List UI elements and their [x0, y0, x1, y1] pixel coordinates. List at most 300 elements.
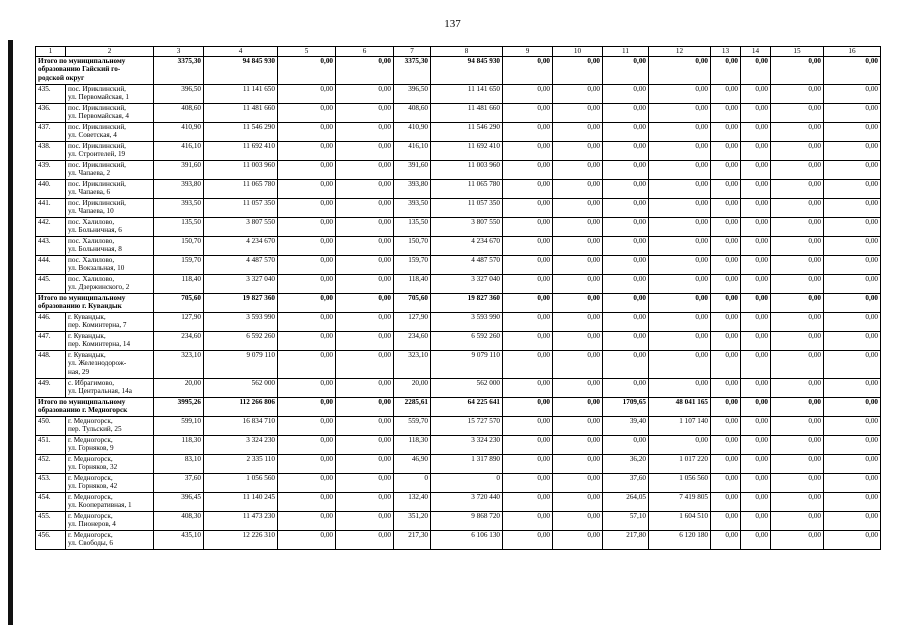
value-cell-c12: 1 604 510 [649, 511, 711, 530]
value-cell-c13: 0,00 [711, 435, 741, 454]
value-cell-c12: 0,00 [649, 312, 711, 331]
table-row [36, 236, 881, 255]
value-cell-c12: 0,00 [649, 56, 711, 84]
value-cell-c16: 0,00 [824, 511, 881, 530]
value-cell-c15: 0,00 [771, 435, 824, 454]
value-cell-c8: 4 487 570 [431, 255, 503, 274]
value-cell-c10: 0,00 [553, 84, 603, 103]
value-cell-c16: 0,00 [824, 122, 881, 141]
subtotal-label: Итого по муниципальному образованию Гайский го- родской округ [36, 56, 154, 84]
value-cell-c16: 0,00 [824, 56, 881, 84]
value-cell-c13: 0,00 [711, 103, 741, 122]
value-cell-c9: 0,00 [503, 103, 553, 122]
value-cell-c3: 435,10 [154, 530, 204, 549]
value-cell-c3: 396,45 [154, 492, 204, 511]
value-cell-c4: 94 845 930 [204, 56, 278, 84]
value-cell-c5: 0,00 [278, 435, 336, 454]
value-cell-c15: 0,00 [771, 255, 824, 274]
value-cell-c12: 6 120 180 [649, 530, 711, 549]
value-cell-c3: 393,80 [154, 179, 204, 198]
value-cell-c15: 0,00 [771, 122, 824, 141]
value-cell-c9: 0,00 [503, 236, 553, 255]
value-cell-c13: 0,00 [711, 160, 741, 179]
value-cell-c14: 0,00 [741, 530, 771, 549]
value-cell-c16: 0,00 [824, 473, 881, 492]
value-cell-c7: 408,60 [394, 103, 431, 122]
address-cell: г. Кувандык, ул. Железнодорож- ная, 29 [66, 350, 154, 378]
value-cell-c14: 0,00 [741, 236, 771, 255]
value-cell-c6: 0,00 [336, 454, 394, 473]
value-cell-c12: 0,00 [649, 435, 711, 454]
address-cell: пос. Ириклинский, ул. Первомайская, 1 [66, 84, 154, 103]
column-number-cell: 8 [431, 47, 503, 57]
value-cell-c11: 0,00 [603, 56, 649, 84]
value-cell-c11: 264,05 [603, 492, 649, 511]
row-number: 441. [36, 198, 66, 217]
address-cell: пос. Халилово, ул. Больничная, 6 [66, 217, 154, 236]
value-cell-c12: 1 017 220 [649, 454, 711, 473]
value-cell-c15: 0,00 [771, 198, 824, 217]
value-cell-c12: 0,00 [649, 160, 711, 179]
value-cell-c5: 0,00 [278, 217, 336, 236]
value-cell-c16: 0,00 [824, 312, 881, 331]
value-cell-c7: 416,10 [394, 141, 431, 160]
value-cell-c3: 408,30 [154, 511, 204, 530]
value-cell-c12: 1 056 560 [649, 473, 711, 492]
value-cell-c16: 0,00 [824, 454, 881, 473]
address-cell: г. Медногорск, ул. Горняков, 32 [66, 454, 154, 473]
value-cell-c10: 0,00 [553, 255, 603, 274]
value-cell-c11: 57,10 [603, 511, 649, 530]
value-cell-c12: 0,00 [649, 217, 711, 236]
value-cell-c13: 0,00 [711, 473, 741, 492]
value-cell-c5: 0,00 [278, 160, 336, 179]
subtotal-row [36, 397, 881, 416]
value-cell-c11: 0,00 [603, 141, 649, 160]
value-cell-c10: 0,00 [553, 141, 603, 160]
address-cell: пос. Халилово, ул. Дзержинского, 2 [66, 274, 154, 293]
value-cell-c12: 0,00 [649, 141, 711, 160]
value-cell-c15: 0,00 [771, 160, 824, 179]
value-cell-c7: 132,40 [394, 492, 431, 511]
value-cell-c7: 323,10 [394, 350, 431, 378]
value-cell-c15: 0,00 [771, 331, 824, 350]
value-cell-c3: 391,60 [154, 160, 204, 179]
value-cell-c4: 4 234 670 [204, 236, 278, 255]
value-cell-c3: 410,90 [154, 122, 204, 141]
row-number: 443. [36, 236, 66, 255]
value-cell-c13: 0,00 [711, 293, 741, 312]
value-cell-c14: 0,00 [741, 416, 771, 435]
value-cell-c12: 0,00 [649, 378, 711, 397]
value-cell-c3: 159,70 [154, 255, 204, 274]
value-cell-c12: 0,00 [649, 331, 711, 350]
address-cell: г. Медногорск, ул. Горняков, 9 [66, 435, 154, 454]
address-cell: г. Кувандык, пер. Коминтерна, 14 [66, 331, 154, 350]
value-cell-c13: 0,00 [711, 122, 741, 141]
value-cell-c3: 408,60 [154, 103, 204, 122]
value-cell-c4: 12 226 310 [204, 530, 278, 549]
value-cell-c11: 0,00 [603, 331, 649, 350]
address-cell: пос. Халилово, ул. Вокзальная, 10 [66, 255, 154, 274]
row-number: 440. [36, 179, 66, 198]
value-cell-c10: 0,00 [553, 274, 603, 293]
value-cell-c10: 0,00 [553, 530, 603, 549]
row-number: 442. [36, 217, 66, 236]
row-number: 448. [36, 350, 66, 378]
value-cell-c9: 0,00 [503, 350, 553, 378]
column-number-cell: 2 [66, 47, 154, 57]
value-cell-c11: 39,40 [603, 416, 649, 435]
value-cell-c13: 0,00 [711, 378, 741, 397]
value-cell-c6: 0,00 [336, 435, 394, 454]
value-cell-c8: 9 079 110 [431, 350, 503, 378]
value-cell-c3: 135,50 [154, 217, 204, 236]
value-cell-c8: 0 [431, 473, 503, 492]
value-cell-c6: 0,00 [336, 530, 394, 549]
value-cell-c6: 0,00 [336, 274, 394, 293]
value-cell-c7: 159,70 [394, 255, 431, 274]
value-cell-c15: 0,00 [771, 530, 824, 549]
value-cell-c5: 0,00 [278, 331, 336, 350]
value-cell-c16: 0,00 [824, 103, 881, 122]
value-cell-c9: 0,00 [503, 217, 553, 236]
value-cell-c3: 150,70 [154, 236, 204, 255]
value-cell-c14: 0,00 [741, 103, 771, 122]
value-cell-c15: 0,00 [771, 511, 824, 530]
value-cell-c11: 1709,65 [603, 397, 649, 416]
value-cell-c7: 118,30 [394, 435, 431, 454]
value-cell-c16: 0,00 [824, 331, 881, 350]
value-cell-c8: 1 317 890 [431, 454, 503, 473]
value-cell-c3: 37,60 [154, 473, 204, 492]
value-cell-c5: 0,00 [278, 103, 336, 122]
value-cell-c10: 0,00 [553, 511, 603, 530]
value-cell-c5: 0,00 [278, 198, 336, 217]
value-cell-c8: 3 324 230 [431, 435, 503, 454]
page-number: 137 [444, 18, 461, 30]
value-cell-c4: 11 481 660 [204, 103, 278, 122]
value-cell-c9: 0,00 [503, 179, 553, 198]
subtotal-label: Итого по муниципальному образованию г. Кувандык [36, 293, 154, 312]
address-cell: пос. Халилово, ул. Больничная, 8 [66, 236, 154, 255]
value-cell-c11: 0,00 [603, 312, 649, 331]
value-cell-c5: 0,00 [278, 378, 336, 397]
value-cell-c6: 0,00 [336, 122, 394, 141]
value-cell-c5: 0,00 [278, 56, 336, 84]
value-cell-c6: 0,00 [336, 312, 394, 331]
value-cell-c9: 0,00 [503, 331, 553, 350]
table-row [36, 141, 881, 160]
value-cell-c4: 11 692 410 [204, 141, 278, 160]
row-number: 436. [36, 103, 66, 122]
value-cell-c4: 11 140 245 [204, 492, 278, 511]
row-number: 453. [36, 473, 66, 492]
value-cell-c16: 0,00 [824, 293, 881, 312]
value-cell-c16: 0,00 [824, 350, 881, 378]
value-cell-c12: 48 041 165 [649, 397, 711, 416]
value-cell-c5: 0,00 [278, 122, 336, 141]
value-cell-c14: 0,00 [741, 179, 771, 198]
value-cell-c5: 0,00 [278, 511, 336, 530]
value-cell-c15: 0,00 [771, 217, 824, 236]
value-cell-c14: 0,00 [741, 511, 771, 530]
value-cell-c16: 0,00 [824, 435, 881, 454]
value-cell-c15: 0,00 [771, 103, 824, 122]
value-cell-c15: 0,00 [771, 179, 824, 198]
value-cell-c7: 2285,61 [394, 397, 431, 416]
value-cell-c10: 0,00 [553, 397, 603, 416]
value-cell-c12: 0,00 [649, 350, 711, 378]
value-cell-c11: 0,00 [603, 350, 649, 378]
value-cell-c3: 393,50 [154, 198, 204, 217]
table-row [36, 492, 881, 511]
value-cell-c9: 0,00 [503, 378, 553, 397]
value-cell-c14: 0,00 [741, 454, 771, 473]
value-cell-c10: 0,00 [553, 378, 603, 397]
value-cell-c15: 0,00 [771, 141, 824, 160]
value-cell-c9: 0,00 [503, 255, 553, 274]
value-cell-c13: 0,00 [711, 255, 741, 274]
address-cell: пос. Ириклинский, ул. Чапаева, 6 [66, 179, 154, 198]
table-row [36, 274, 881, 293]
value-cell-c4: 112 266 806 [204, 397, 278, 416]
value-cell-c13: 0,00 [711, 217, 741, 236]
column-number-cell: 6 [336, 47, 394, 57]
value-cell-c3: 83,10 [154, 454, 204, 473]
value-cell-c15: 0,00 [771, 312, 824, 331]
value-cell-c3: 3995,26 [154, 397, 204, 416]
value-cell-c6: 0,00 [336, 293, 394, 312]
value-cell-c15: 0,00 [771, 274, 824, 293]
value-cell-c10: 0,00 [553, 492, 603, 511]
value-cell-c6: 0,00 [336, 160, 394, 179]
address-cell: пос. Ириклинский, ул. Чапаева, 2 [66, 160, 154, 179]
value-cell-c6: 0,00 [336, 416, 394, 435]
value-cell-c8: 11 481 660 [431, 103, 503, 122]
value-cell-c5: 0,00 [278, 397, 336, 416]
value-cell-c8: 3 807 550 [431, 217, 503, 236]
value-cell-c8: 11 057 350 [431, 198, 503, 217]
value-cell-c13: 0,00 [711, 397, 741, 416]
value-cell-c12: 1 107 140 [649, 416, 711, 435]
value-cell-c11: 217,80 [603, 530, 649, 549]
row-number: 445. [36, 274, 66, 293]
value-cell-c15: 0,00 [771, 397, 824, 416]
value-cell-c8: 11 003 960 [431, 160, 503, 179]
value-cell-c4: 3 807 550 [204, 217, 278, 236]
value-cell-c9: 0,00 [503, 141, 553, 160]
row-number: 451. [36, 435, 66, 454]
value-cell-c10: 0,00 [553, 122, 603, 141]
value-cell-c8: 3 593 990 [431, 312, 503, 331]
value-cell-c4: 11 473 230 [204, 511, 278, 530]
table-row [36, 122, 881, 141]
row-number: 454. [36, 492, 66, 511]
address-cell: г. Медногорск, ул. Горняков, 42 [66, 473, 154, 492]
table-row [36, 416, 881, 435]
value-cell-c16: 0,00 [824, 274, 881, 293]
value-cell-c14: 0,00 [741, 350, 771, 378]
column-number-cell: 15 [771, 47, 824, 57]
value-cell-c6: 0,00 [336, 198, 394, 217]
subtotal-row [36, 293, 881, 312]
value-cell-c3: 323,10 [154, 350, 204, 378]
value-cell-c9: 0,00 [503, 492, 553, 511]
value-cell-c5: 0,00 [278, 84, 336, 103]
value-cell-c4: 3 593 990 [204, 312, 278, 331]
value-cell-c3: 705,60 [154, 293, 204, 312]
value-cell-c10: 0,00 [553, 103, 603, 122]
value-cell-c11: 0,00 [603, 217, 649, 236]
value-cell-c14: 0,00 [741, 198, 771, 217]
table-row [36, 454, 881, 473]
address-cell: пос. Ириклинский, ул. Чапаева, 10 [66, 198, 154, 217]
row-number: 437. [36, 122, 66, 141]
value-cell-c9: 0,00 [503, 84, 553, 103]
value-cell-c12: 0,00 [649, 103, 711, 122]
table-row [36, 217, 881, 236]
value-cell-c14: 0,00 [741, 84, 771, 103]
value-cell-c13: 0,00 [711, 198, 741, 217]
value-cell-c14: 0,00 [741, 56, 771, 84]
value-cell-c7: 118,40 [394, 274, 431, 293]
value-cell-c8: 9 868 720 [431, 511, 503, 530]
row-number: 452. [36, 454, 66, 473]
column-number-cell: 9 [503, 47, 553, 57]
value-cell-c13: 0,00 [711, 312, 741, 331]
row-number: 435. [36, 84, 66, 103]
row-number: 439. [36, 160, 66, 179]
value-cell-c10: 0,00 [553, 56, 603, 84]
table-row [36, 198, 881, 217]
value-cell-c11: 0,00 [603, 236, 649, 255]
value-cell-c11: 0,00 [603, 160, 649, 179]
value-cell-c14: 0,00 [741, 312, 771, 331]
value-cell-c15: 0,00 [771, 416, 824, 435]
value-cell-c7: 0 [394, 473, 431, 492]
value-cell-c6: 0,00 [336, 56, 394, 84]
value-cell-c9: 0,00 [503, 473, 553, 492]
table-row [36, 511, 881, 530]
value-cell-c10: 0,00 [553, 350, 603, 378]
value-cell-c13: 0,00 [711, 56, 741, 84]
column-number-cell: 7 [394, 47, 431, 57]
value-cell-c5: 0,00 [278, 236, 336, 255]
value-cell-c8: 11 141 650 [431, 84, 503, 103]
value-cell-c4: 11 003 960 [204, 160, 278, 179]
value-cell-c11: 0,00 [603, 198, 649, 217]
value-cell-c13: 0,00 [711, 492, 741, 511]
column-number-row [36, 47, 881, 57]
value-cell-c16: 0,00 [824, 236, 881, 255]
value-cell-c9: 0,00 [503, 274, 553, 293]
value-cell-c13: 0,00 [711, 236, 741, 255]
value-cell-c16: 0,00 [824, 416, 881, 435]
value-cell-c3: 118,40 [154, 274, 204, 293]
value-cell-c7: 351,20 [394, 511, 431, 530]
value-cell-c10: 0,00 [553, 160, 603, 179]
column-number-cell: 4 [204, 47, 278, 57]
value-cell-c10: 0,00 [553, 331, 603, 350]
value-cell-c12: 0,00 [649, 255, 711, 274]
value-cell-c16: 0,00 [824, 141, 881, 160]
value-cell-c14: 0,00 [741, 255, 771, 274]
value-cell-c16: 0,00 [824, 84, 881, 103]
value-cell-c8: 64 225 641 [431, 397, 503, 416]
row-number: 447. [36, 331, 66, 350]
value-cell-c4: 4 487 570 [204, 255, 278, 274]
value-cell-c9: 0,00 [503, 160, 553, 179]
column-number-cell: 10 [553, 47, 603, 57]
value-cell-c5: 0,00 [278, 473, 336, 492]
value-cell-c9: 0,00 [503, 511, 553, 530]
value-cell-c11: 0,00 [603, 103, 649, 122]
row-number: 455. [36, 511, 66, 530]
value-cell-c12: 0,00 [649, 236, 711, 255]
value-cell-c14: 0,00 [741, 293, 771, 312]
value-cell-c5: 0,00 [278, 454, 336, 473]
value-cell-c12: 0,00 [649, 179, 711, 198]
value-cell-c5: 0,00 [278, 416, 336, 435]
table-row [36, 350, 881, 378]
table-row [36, 435, 881, 454]
address-cell: с. Ибрагимово, ул. Центральная, 14а [66, 378, 154, 397]
value-cell-c14: 0,00 [741, 378, 771, 397]
value-cell-c11: 37,60 [603, 473, 649, 492]
row-number: 446. [36, 312, 66, 331]
table-row [36, 160, 881, 179]
value-cell-c6: 0,00 [336, 255, 394, 274]
value-cell-c8: 11 546 290 [431, 122, 503, 141]
value-cell-c14: 0,00 [741, 397, 771, 416]
value-cell-c6: 0,00 [336, 141, 394, 160]
value-cell-c13: 0,00 [711, 331, 741, 350]
value-cell-c10: 0,00 [553, 198, 603, 217]
value-cell-c4: 11 546 290 [204, 122, 278, 141]
value-cell-c10: 0,00 [553, 217, 603, 236]
value-cell-c3: 396,50 [154, 84, 204, 103]
value-cell-c15: 0,00 [771, 454, 824, 473]
value-cell-c16: 0,00 [824, 255, 881, 274]
column-number-cell: 13 [711, 47, 741, 57]
table-row [36, 255, 881, 274]
column-number-cell: 14 [741, 47, 771, 57]
value-cell-c13: 0,00 [711, 141, 741, 160]
value-cell-c16: 0,00 [824, 492, 881, 511]
value-cell-c10: 0,00 [553, 293, 603, 312]
value-cell-c10: 0,00 [553, 416, 603, 435]
row-number: 438. [36, 141, 66, 160]
value-cell-c11: 0,00 [603, 84, 649, 103]
subtotal-label: Итого по муниципальному образованию г. Медногорск [36, 397, 154, 416]
value-cell-c14: 0,00 [741, 122, 771, 141]
value-cell-c8: 3 327 040 [431, 274, 503, 293]
row-number: 456. [36, 530, 66, 549]
value-cell-c6: 0,00 [336, 179, 394, 198]
scan-edge-bar [8, 40, 13, 625]
value-cell-c7: 3375,30 [394, 56, 431, 84]
value-cell-c14: 0,00 [741, 492, 771, 511]
data-table [35, 46, 881, 550]
value-cell-c8: 6 106 130 [431, 530, 503, 549]
address-cell: г. Медногорск, ул. Пионеров, 4 [66, 511, 154, 530]
value-cell-c7: 393,50 [394, 198, 431, 217]
value-cell-c14: 0,00 [741, 331, 771, 350]
value-cell-c9: 0,00 [503, 293, 553, 312]
value-cell-c5: 0,00 [278, 141, 336, 160]
value-cell-c5: 0,00 [278, 293, 336, 312]
